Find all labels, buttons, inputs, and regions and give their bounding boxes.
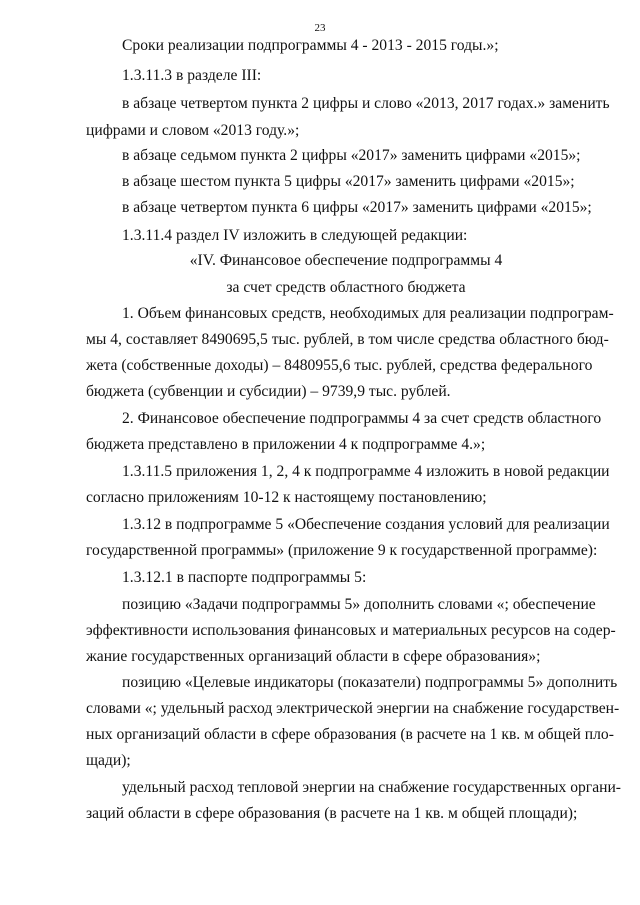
text-line: позицию «Целевые индикаторы (показатели) подпрограммы 5» дополнить [122, 674, 618, 691]
text-line: ных организаций области в сфере образования (в расчете на 1 кв. м общей пло- [86, 726, 614, 743]
section-heading: «IV. Финансовое обеспечение подпрограммы 4 [189, 252, 503, 269]
text-line: щади); [86, 752, 131, 769]
text-line: в абзаце шестом пункта 5 цифры «2017» заменить цифрами «2015»; [122, 173, 575, 190]
text-line: 1.3.11.3 в разделе III: [122, 67, 262, 84]
text-line: цифрами и словом «2013 году.»; [86, 122, 300, 139]
text-line: в абзаце четвертом пункта 6 цифры «2017» заменить цифрами «2015»; [122, 199, 592, 216]
text-line: Сроки реализации подпрограммы 4 - 2013 - 2015 годы.»; [122, 37, 499, 54]
page-number: 23 [314, 22, 326, 34]
text-line: 1. Объем финансовых средств, необходимых для реализации подпрограм- [122, 305, 614, 322]
text-line: бюджета представлено в приложении 4 к подпрограмме 4.»; [86, 436, 486, 453]
text-line: в абзаце седьмом пункта 2 цифры «2017» заменить цифрами «2015»; [122, 147, 581, 164]
text-line: согласно приложениям 10-12 к настоящему постановлению; [86, 489, 487, 506]
section-heading: за счет средств областного бюджета [226, 279, 466, 296]
text-line: бюджета (субвенции и субсидии) – 9739,9 тыс. рублей. [86, 383, 451, 400]
text-line: 2. Финансовое обеспечение подпрограммы 4 за счет средств областного [122, 410, 602, 427]
text-line: заций области в сфере образования (в расчете на 1 кв. м общей площади); [86, 805, 578, 822]
text-line: удельный расход тепловой энергии на снабжение государственных органи- [122, 779, 621, 796]
text-line: государственной программы» (приложение 9 к государственной программе): [86, 542, 598, 559]
text-line: 1.3.11.4 раздел IV изложить в следующей редакции: [122, 227, 468, 244]
text-line: 1.3.12.1 в паспорте подпрограммы 5: [122, 569, 367, 586]
text-line: 1.3.12 в подпрограмме 5 «Обеспечение создания условий для реализации [122, 516, 610, 533]
text-line: жание государственных организаций области в сфере образования»; [86, 648, 541, 665]
text-line: мы 4, составляет 8490695,5 тыс. рублей, в том числе средства областного бюд- [86, 331, 609, 348]
text-line: в абзаце четвертом пункта 2 цифры и слово «2013, 2017 годах.» заменить [122, 95, 610, 112]
text-line: эффективности использования финансовых и материальных ресурсов на содер- [86, 622, 616, 639]
text-line: жета (собственные доходы) – 8480955,6 тыс. рублей, средства федерального [86, 357, 593, 374]
text-line: 1.3.11.5 приложения 1, 2, 4 к подпрограмме 4 изложить в новой редакции [122, 463, 610, 480]
text-line: словами «; удельный расход электрической энергии на снабжение государствен- [86, 700, 620, 717]
text-line: позицию «Задачи подпрограммы 5» дополнить словами «; обеспечение [122, 596, 596, 613]
